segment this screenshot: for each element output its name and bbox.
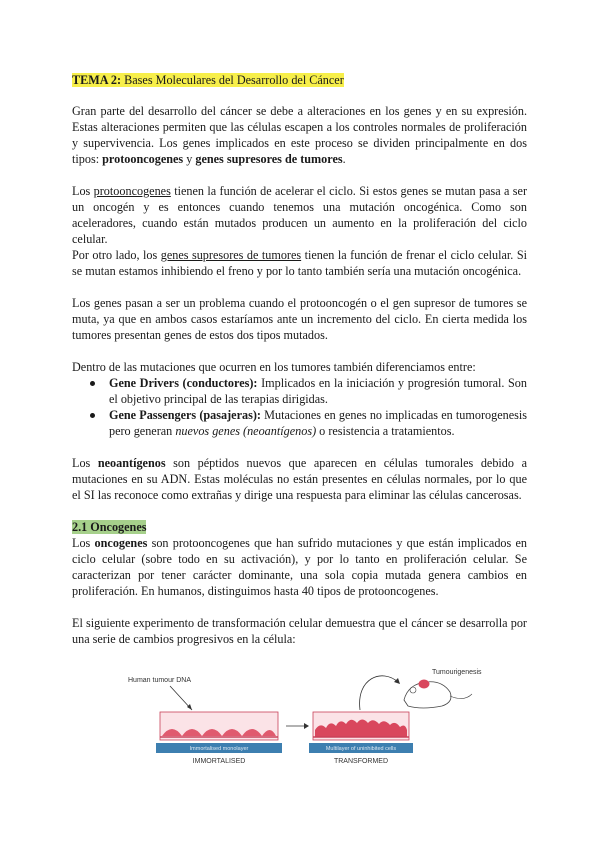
mutaciones-intro: Dentro de las mutaciones que ocurren en los tumores también diferenciamos entre: <box>72 360 476 374</box>
right-caption: TRANSFORMED <box>333 758 389 765</box>
section-heading <box>72 519 527 535</box>
tumour-arrow <box>360 676 398 710</box>
bullet-icon <box>90 381 95 386</box>
right-dish <box>313 712 409 740</box>
paragraph-oncogenes: Los oncogenes son protooncogenes que han sufrido mutaciones y que están implicados en ciclo celular (sobre todo en su activación), y por lo tanto en proliferación celular. Se caracterizan por tener carácter dominante, una sola copia mutada genera cambios en proliferación. En humanos, distinguimos hasta 40 tipos de protooncogenes. <box>72 536 528 598</box>
paragraph-neoantigenos: Los neoantígenos son péptidos nuevos que aparecen en células tumorales debido a mutaciones en su ADN. Estas moléculas no están presentes en células normales, por lo que el SI las reconoce como extrañas y dirige una respuesta para eliminar las células cancerosas. <box>72 456 527 502</box>
list-item-drivers: Gene Drivers (conductores): Implicados en la iniciación y progresión tumoral. Son el objetivo principal de las terapias dirigidas. <box>72 375 527 407</box>
tumour-mass <box>419 680 430 689</box>
left-dish <box>160 712 278 740</box>
paragraph-problema: Los genes pasan a ser un problema cuando el protooncogén o el gen supresor de tumores se muta, ya que en ambos casos estaríamos ante un incremento del ciclo. En cierta medida los tumores presentan genes de estos dos tipos mutados. <box>72 296 527 342</box>
underlined-protooncogenes: protooncogenes <box>93 184 171 198</box>
mouse-icon <box>404 680 472 709</box>
svg-text:Multilayer of uninhibited cell: Multilayer of uninhibited cells <box>325 746 397 752</box>
paragraph-experimento: El siguiente experimento de transformación celular demuestra que el cáncer se desarrolla por una serie de cambios progresivos en la célula: <box>72 616 527 646</box>
list-item-passengers: Gene Passengers (pasajeras): Mutaciones en genes no implicadas en tumorogenesis pero generan nuevos genes (neoantígenos) o resistencia a tratamientos. <box>72 407 527 439</box>
term-neoantigenos: neoantígenos <box>97 456 166 470</box>
bullet-icon <box>90 413 95 418</box>
title-text: Bases Moleculares del Desarrollo del Cáncer <box>121 73 344 87</box>
tumour-label: Tumourigenesis <box>432 669 482 676</box>
svg-text:Immortalised monolayer: Immortalised monolayer <box>189 746 249 752</box>
title-label: TEMA 2: <box>72 73 122 87</box>
term-genes-supresores: genes supresores de tumores <box>195 152 343 166</box>
section-title: 2.1 Oncogenes <box>72 520 147 534</box>
paragraph-mutaciones <box>72 359 527 439</box>
underlined-genes-supresores: genes supresores de tumores <box>160 248 302 262</box>
paragraph-protooncogenes: Los protooncogenes tienen la función de acelerar el ciclo. Si estos genes se mutan pasa a ser un oncogén y es entonces cuando tenemos una mutación oncogénica. Como son aceleradores, cuando están mutados producen un aumento en la proliferación del ciclo celular. <box>72 184 528 246</box>
document-title <box>72 72 527 88</box>
dna-label: Human tumour DNA <box>128 677 192 684</box>
transformation-figure <box>120 660 500 780</box>
paragraph-intro: Gran parte del desarrollo del cáncer se debe a alteraciones en los genes y en su expresión. Estas alteraciones permiten que las células escapen a los controles normales de proliferación y supervivencia. Los genes implicados en este proceso se dividen principalmente en dos tipos: protooncogenes y genes supresores de tumores. <box>72 104 527 166</box>
paragraph-supresores: Por otro lado, los genes supresores de tumores tienen la función de frenar el ciclo celular. Si se mutan estamos inhibiendo el freno y por lo tanto también sería una mutación oncogénica. <box>72 248 527 278</box>
mutation-list <box>72 375 527 439</box>
term-protooncogenes: protooncogenes <box>102 152 184 166</box>
transformation-diagram <box>120 660 500 780</box>
term-oncogenes: oncogenes <box>94 536 148 550</box>
left-caption: IMMORTALISED <box>192 758 246 765</box>
